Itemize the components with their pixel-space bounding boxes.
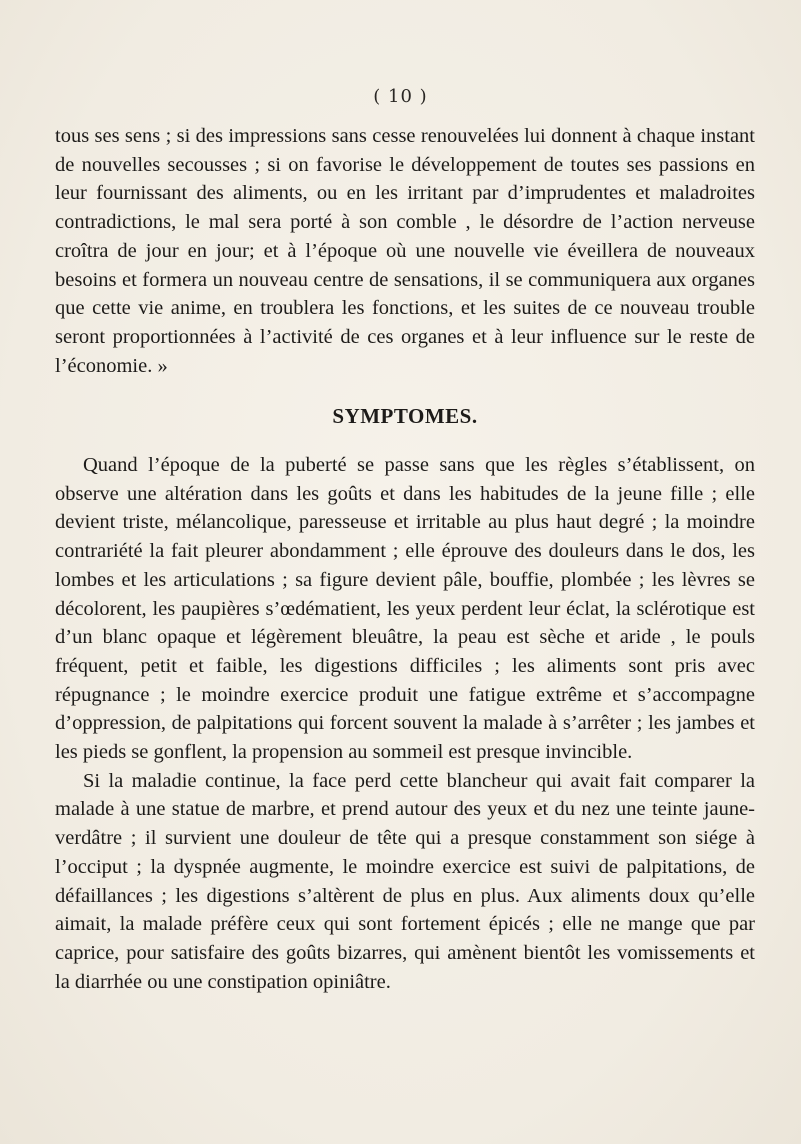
paragraph-symptoms-2: Si la maladie continue, la face perd cette blancheur qui avait fait comparer la malade à une statue de marbre, et prend autour des yeux et du nez une teinte jaune-verdâtre ; il survient une douleur de tête qui a presque constamment son siége à l’occiput ; la dyspnée augmente, le moindre exercice est suivi de palpitations, de défaillances ; les digestions s’altèrent de plus en plus. Aux aliments doux qu’elle aimait, la malade préfère ceux qui sont fortement épicés ; elle ne mange que par caprice, pour satisfaire des goûts bizarres, qui amènent bientôt les vomissements et la diarrhée ou une constipation opiniâtre. [55, 769, 755, 993]
page-number: ( 10 ) [373, 86, 428, 107]
body-text [55, 122, 755, 996]
paragraph-continuation: tous ses sens ; si des impressions sans cesse renouvelées lui donnent à chaque instant de nouvelles secousses ; si on favorise le développement de toutes ses passions en leur fournissant des aliments, ou en les irritant par d’imprudentes et maladroites contradictions, le mal sera porté à son comble , le désordre de l’action nerveuse croîtra de jour en jour; et à l’époque où une nouvelle vie éveillera de nouveaux besoins et formera un nouveau centre de sensations, il se communiquera aux organes que cette vie anime, en troublera les fonctions, et les suites de ce nouveau trouble seront proportionnées à l’activité de ces organes et à leur influence sur le reste de l’économie. » [55, 125, 755, 377]
paragraph-symptoms-1: Quand l’époque de la puberté se passe sans que les règles s’établissent, on observe une altération dans les goûts et dans les habitudes de la jeune fille ; elle devient triste, mélancolique, paresseuse et irritable au plus haut degré ; la moindre contrariété la fait pleurer abondamment ; elle éprouve des douleurs dans le dos, les lombes et les articulations ; sa figure devient pâle, bouffie, plombée ; les lèvres se décolorent, les paupières s’œdématient, les yeux perdent leur éclat, la sclérotique est d’un blanc opaque et légèrement bleuâtre, la peau est sèche et aride , le pouls fréquent, petit et faible, les digestions difficiles ; les aliments sont pris avec répugnance ; le moindre exercice produit une fatigue extrême et s’accompagne d’oppression, de palpitations qui forcent souvent la malade à s’arrêter ; les jambes et les pieds se gonflent, la propension au sommeil est presque invincible. [55, 454, 755, 764]
section-heading: SYMPTOMES. [332, 404, 478, 429]
